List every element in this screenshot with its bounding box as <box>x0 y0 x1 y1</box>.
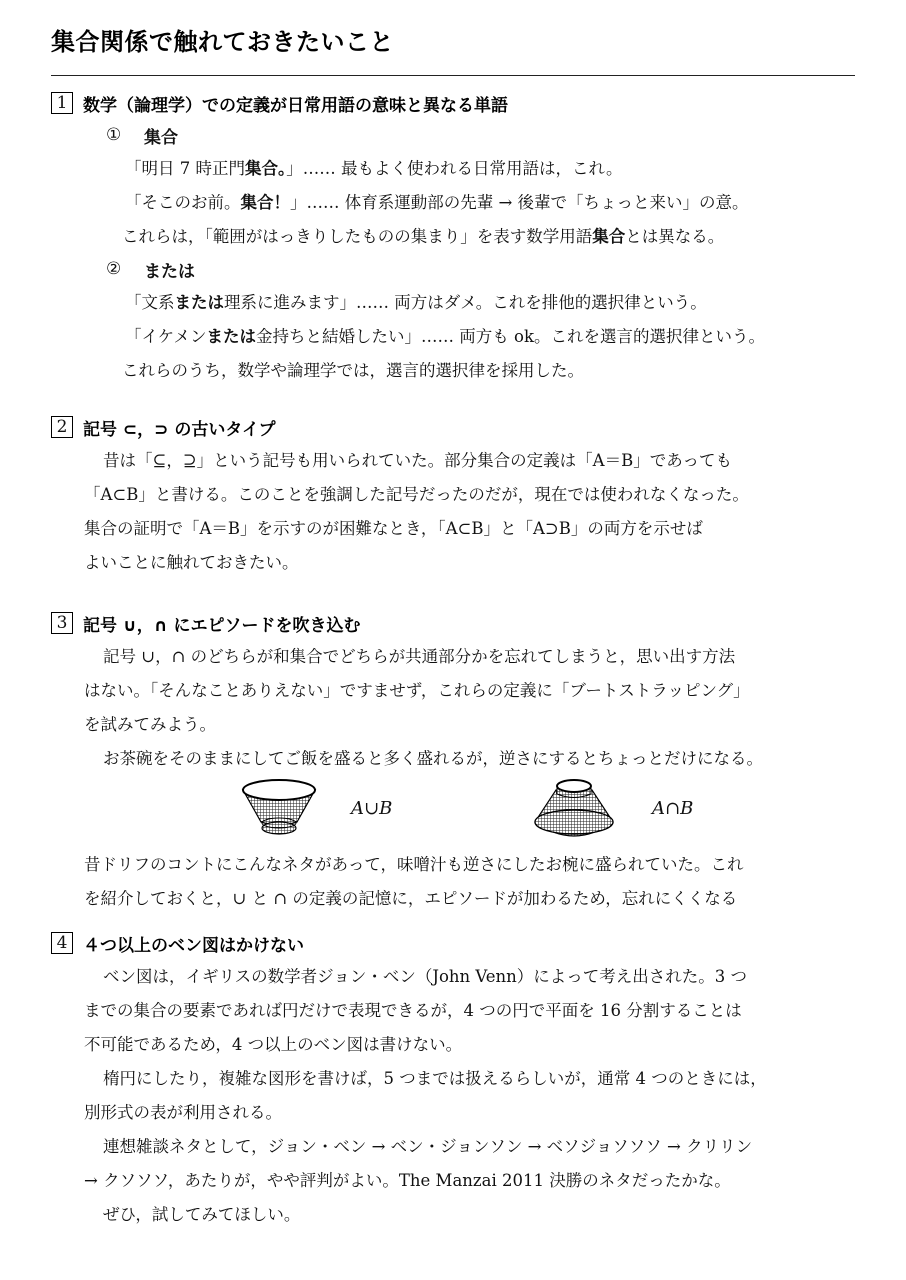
title-divider <box>51 75 855 76</box>
section-2 <box>51 414 861 580</box>
bold-term: または <box>174 293 224 312</box>
text-span: これらのうち，数学や論理学では，選言的選択律を採用した。 <box>122 361 584 380</box>
text-line: を試みてみよう。 <box>84 715 216 734</box>
text-line: 昔ドリフのコントにこんなネタがあって，味噌汁も逆さにしたお椀に盛られていた。これ <box>84 855 744 874</box>
text-line: 連想雑談ネタとして，ジョン・ベン → ベン・ジョンソン → ベソジョソソソ → クリリン <box>103 1137 753 1156</box>
bold-term: 集合 <box>592 227 626 246</box>
intersection-label: A∩B <box>652 798 694 819</box>
text-line: お茶碗をそのままにしてご飯を盛ると多く盛れるが，逆さにするとちょっとだけになる。 <box>103 749 763 768</box>
subsection-number: ② <box>106 259 122 279</box>
section-heading <box>51 414 861 440</box>
bold-term: 集合。 <box>245 159 287 178</box>
text-line <box>125 320 861 354</box>
section-number-box: 4 <box>51 932 73 954</box>
text-line <box>122 354 861 388</box>
section-title: 数学（論理学）での定義が日常用語の意味と異なる単語 <box>83 95 508 116</box>
text-line: を紹介しておくと，∪ と ∩ の定義の記憶に，エピソードが加わるため，忘れにくくなる <box>84 889 738 908</box>
text-line: ベン図は，イギリスの数学者ジョン・ベン（John Venn）によって考え出された。3 つ <box>103 967 748 986</box>
text-span: 「文系 <box>125 293 175 312</box>
text-span: これらは，「範囲がはっきりしたものの集まり」を表す数学用語 <box>122 227 593 246</box>
text-line: → クソソソ，あたりが，やや評判がよい。The Manzai 2011 決勝のネタだったかな。 <box>84 1171 731 1190</box>
subsection-heading <box>106 120 861 150</box>
section-3 <box>51 610 861 916</box>
bold-term: または <box>206 327 257 346</box>
subsection-title: または <box>144 261 195 282</box>
union-label: A∪B <box>351 798 393 819</box>
text-span: 「イケメン <box>125 327 207 346</box>
text-line: 不可能であるため，4 つ以上のベン図は書けない。 <box>84 1035 463 1054</box>
subsection-number: ① <box>106 125 122 145</box>
text-span: 理系に進みます」…… 両方はダメ。これを排他的選択律という。 <box>224 293 707 312</box>
text-line: までの集合の要素であれば円だけで表現できるが，4 つの円で平面を 16 分割することは <box>84 1001 742 1020</box>
section-number-box: 1 <box>51 92 73 114</box>
text-line: よいことに触れておきたい。 <box>84 553 299 572</box>
text-span: 」…… 最もよく使われる日常用語は，これ。 <box>286 159 623 178</box>
section-number-box: 3 <box>51 612 73 634</box>
section-title: 記号 ⊂，⊃ の古いタイプ <box>83 419 276 440</box>
subsection-heading <box>106 254 861 284</box>
text-span: 「明日 7 時正門 <box>125 159 245 178</box>
text-span: 金持ちと結婚したい」…… 両方も ok。これを選言的選択律という。 <box>256 327 765 346</box>
text-line: 楕円にしたり，複雑な図形を書けば，5 つまでは扱えるらしいが，通常 4 つのときには， <box>103 1069 767 1088</box>
section-title: 記号 ∪，∩ にエピソードを吹き込む <box>83 615 361 636</box>
bowl-upright-icon <box>239 776 319 846</box>
text-line <box>122 220 861 254</box>
text-line <box>125 186 861 220</box>
section-title: ４つ以上のベン図はかけない <box>83 935 304 956</box>
text-span: 」…… 体育系運動部の先輩 → 後輩で「ちょっと来い」の意。 <box>290 193 749 212</box>
text-line: 別形式の表が利用される。 <box>84 1103 282 1122</box>
text-line: 昔は「⊆，⊇」という記号も用いられていた。部分集合の定義は「A＝B」であっても <box>103 451 733 470</box>
page-title: 集合関係で触れておきたいこと <box>51 28 394 56</box>
section-1 <box>51 90 861 388</box>
text-line: 記号 ∪，∩ のどちらが和集合でどちらが共通部分かを忘れてしまうと，思い出す方法 <box>103 647 736 666</box>
text-span: とは異なる。 <box>625 227 725 246</box>
text-line: 「A⊂B」と書ける。このことを強調した記号だったのだが，現在では使われなくなった。 <box>84 485 749 504</box>
section-4 <box>51 930 861 1232</box>
section-number-box: 2 <box>51 416 73 438</box>
text-span: 「そこのお前。 <box>125 193 241 212</box>
bowl-figures <box>51 776 861 848</box>
section-heading <box>51 930 861 956</box>
section-heading <box>51 610 861 636</box>
bowl-inverted-icon <box>529 776 619 846</box>
text-line <box>125 152 861 186</box>
text-line: はない。「そんなことありえない」ですませず，これらの定義に「ブートストラッピング」 <box>84 681 750 700</box>
text-line <box>125 286 861 320</box>
section-heading <box>51 90 861 116</box>
text-line: ぜひ，試してみてほしい。 <box>103 1205 301 1224</box>
bold-term: 集合！ <box>240 193 290 212</box>
text-line: 集合の証明で「A＝B」を示すのが困難なとき，「A⊂B」と「A⊃B」の両方を示せば <box>84 519 703 538</box>
subsection-title: 集合 <box>144 127 178 148</box>
